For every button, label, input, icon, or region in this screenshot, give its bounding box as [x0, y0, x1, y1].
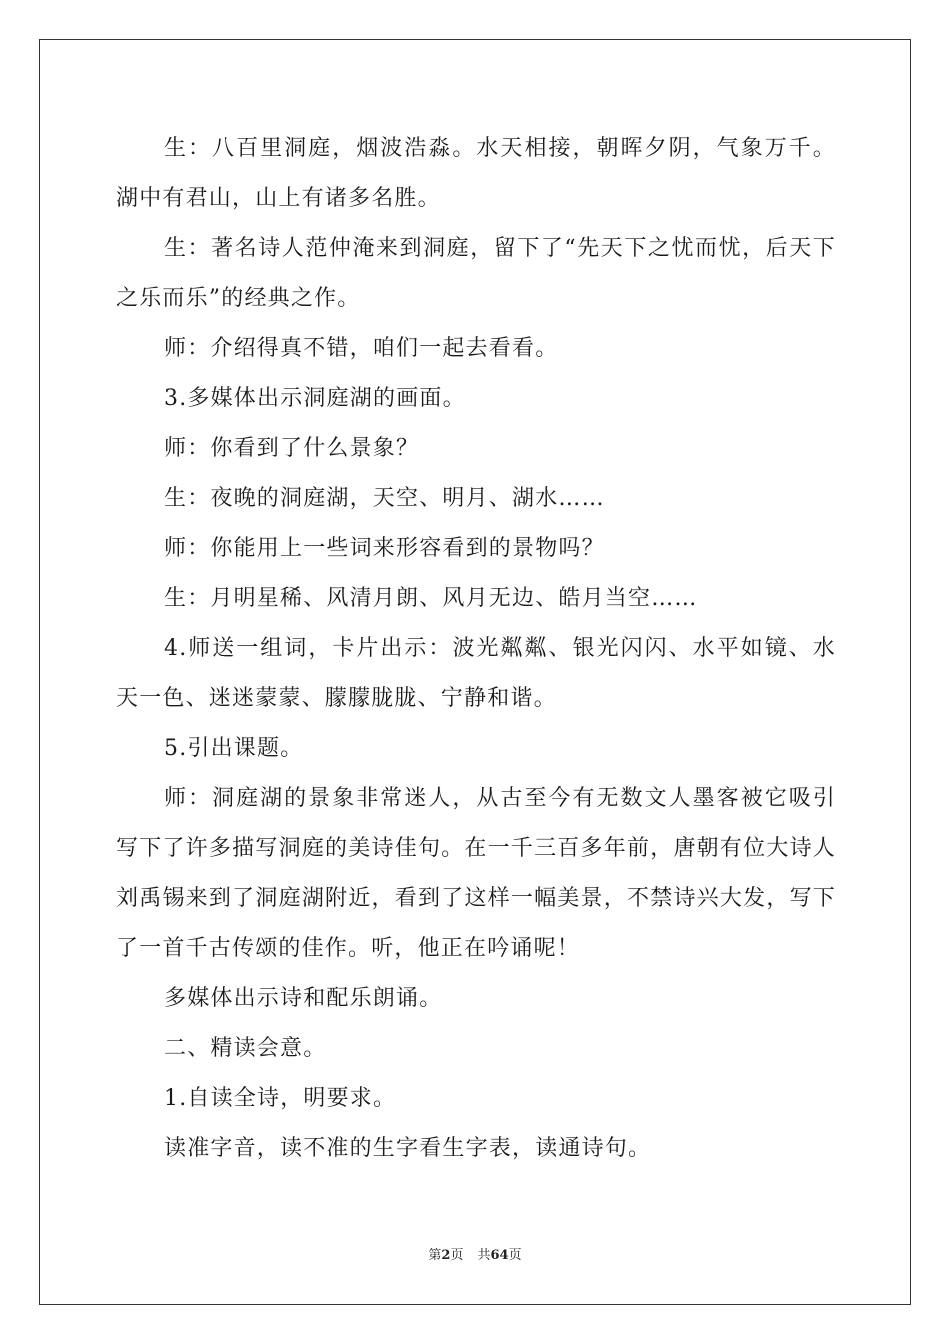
paragraph-8: 生：月明星稀、风清月朗、风月无边、皓月当空……	[164, 586, 698, 611]
paragraph-4: 3.多媒体出示洞庭湖的画面。	[164, 386, 466, 411]
current-page-number: 2	[441, 1248, 451, 1263]
paragraph-15: 读准字音，读不准的生字看生字表，读通诗句。	[164, 1136, 652, 1161]
paragraph-11: 师：洞庭湖的景象非常迷人，从古至今有无数文人墨客被它吸引写下了许多描写洞庭的美诗佳句。在一千三百多年前，唐朝有位大诗人刘禹锡来到了洞庭湖附近，看到了这样一幅美景，不禁诗兴大发，写下了一首千古传颂的佳作。听，他正在吟诵呢！	[116, 786, 836, 961]
paragraph-5: 师：你看到了什么景象？	[164, 436, 420, 461]
footer-total-prefix: 共	[477, 1248, 491, 1263]
paragraph-10: 5.引出课题。	[164, 736, 304, 761]
paragraph-12: 多媒体出示诗和配乐朗诵。	[164, 986, 443, 1011]
paragraph-6: 生：夜晚的洞庭湖，天空、明月、湖水……	[164, 486, 605, 511]
document-body	[116, 124, 836, 1174]
paragraph-7: 师：你能用上一些词来形容看到的景物吗？	[164, 536, 605, 561]
total-pages-number: 64	[490, 1248, 509, 1263]
paragraph-14: 1.自读全诗，明要求。	[164, 1086, 397, 1111]
paragraph-1: 生：八百里洞庭，烟波浩淼。水天相接，朝晖夕阴，气象万千。湖中有君山，山上有诸多名胜。	[116, 136, 836, 211]
page-footer	[0, 1244, 950, 1263]
paragraph-9: 4.师送一组词，卡片出示：波光粼粼、银光闪闪、水平如镜、水天一色、迷迷蒙蒙、朦朦胧胧、宁静和谐。	[116, 636, 836, 711]
paragraph-3: 师：介绍得真不错，咱们一起去看看。	[164, 336, 559, 361]
footer-total-unit: 页	[508, 1248, 522, 1263]
paragraph-13: 二、精读会意。	[164, 1036, 327, 1061]
footer-prefix: 第	[428, 1248, 442, 1263]
footer-page-unit: 页	[450, 1248, 464, 1263]
paragraph-2: 生：著名诗人范仲淹来到洞庭，留下了“先天下之忧而忧，后天下之乐而乐”的经典之作。	[116, 236, 836, 311]
